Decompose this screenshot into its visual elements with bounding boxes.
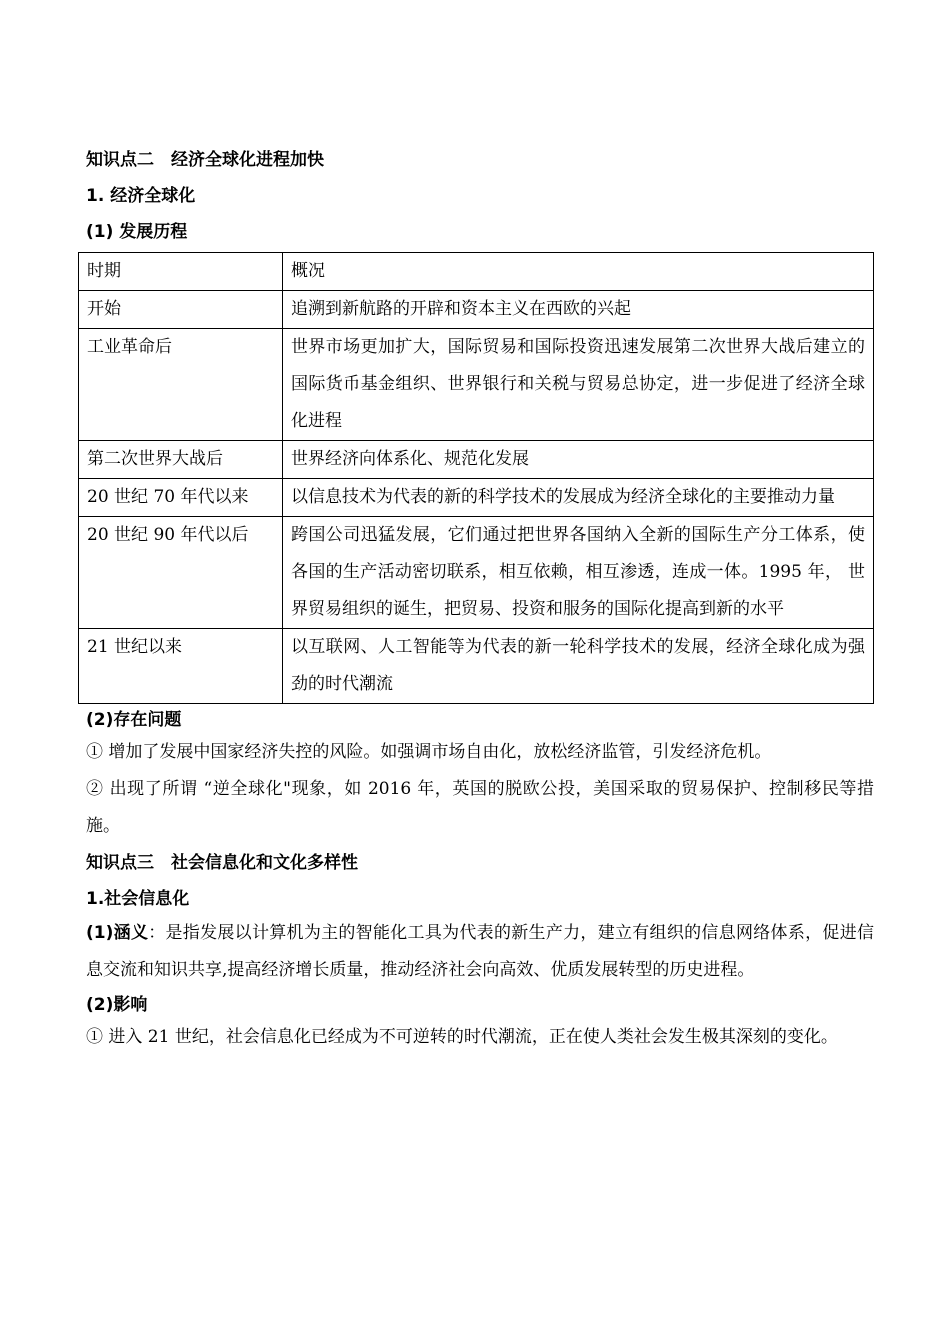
table-row (79, 441, 874, 479)
section-title: 知识点三 社会信息化和文化多样性 (86, 853, 358, 873)
problem-item: ① 增加了发展中国家经济失控的风险。如强调市场自由化，放松经济监管，引发经济危机。 (86, 742, 772, 762)
table-cell-period: 开始 (79, 291, 283, 329)
table-cell-desc: 追溯到新航路的开辟和资本主义在西欧的兴起 (283, 291, 874, 329)
table-header-cell: 时期 (79, 253, 283, 291)
table-row (79, 291, 874, 329)
table-cell-desc: 跨国公司迅猛发展，它们通过把世界各国纳入全新的国际生产分工体系，使各国的生产活动密切联系，相互依赖，相互渗透，连成一体。1995 年， 世界贸易组织的诞生，把贸易、投资和服务的国际化提高到新的水平 (283, 517, 874, 629)
impact-item: ① 进入 21 世纪，社会信息化已经成为不可逆转的时代潮流，正在使人类社会发生极其深刻的变化。 (86, 1027, 838, 1047)
section-title: 知识点二 经济全球化进程加快 (86, 150, 324, 170)
table-row (79, 479, 874, 517)
table-header-cell: 概况 (283, 253, 874, 291)
meaning-paragraph (86, 915, 874, 989)
table-cell-period: 工业革命后 (79, 329, 283, 441)
table-row (79, 329, 874, 441)
subsection-title: 1.社会信息化 (86, 889, 190, 909)
table-cell-period: 21 世纪以来 (79, 629, 283, 704)
subsection-heading: (1) 发展历程 (86, 222, 188, 242)
table-cell-period: 20 世纪 70 年代以来 (79, 479, 283, 517)
table-cell-desc: 世界市场更加扩大，国际贸易和国际投资迅速发展第二次世界大战后建立的国际货币基金组织、世界银行和关税与贸易总协定，进一步促进了经济全球化进程 (283, 329, 874, 441)
subsection-heading: (2)影响 (86, 995, 148, 1015)
development-table (78, 252, 874, 704)
meaning-text: ：是指发展以计算机为主的智能化工具为代表的新生产力，建立有组织的信息网络体系，促进信息交流和知识共享,提高经济增长质量，推动经济社会向高效、优质发展转型的历史进程。 (86, 923, 874, 980)
table-cell-desc: 以信息技术为代表的新的科学技术的发展成为经济全球化的主要推动力量 (283, 479, 874, 517)
table-cell-desc: 以互联网、人工智能等为代表的新一轮科学技术的发展，经济全球化成为强劲的时代潮流 (283, 629, 874, 704)
document-page (86, 148, 874, 1056)
table-cell-period: 第二次世界大战后 (79, 441, 283, 479)
table-cell-period: 20 世纪 90 年代以后 (79, 517, 283, 629)
table-row (79, 629, 874, 704)
table-cell-desc: 世界经济向体系化、规范化发展 (283, 441, 874, 479)
problem-item: ② 出现了所谓 “逆全球化"现象，如 2016 年，英国的脱欧公投，美国采取的贸易保护、控制移民等措施。 (86, 779, 874, 836)
table-header-row (79, 253, 874, 291)
subsection-heading: (2)存在问题 (86, 710, 182, 730)
subsection-title: 1. 经济全球化 (86, 186, 196, 206)
meaning-label: (1)涵义 (86, 923, 149, 943)
table-row (79, 517, 874, 629)
